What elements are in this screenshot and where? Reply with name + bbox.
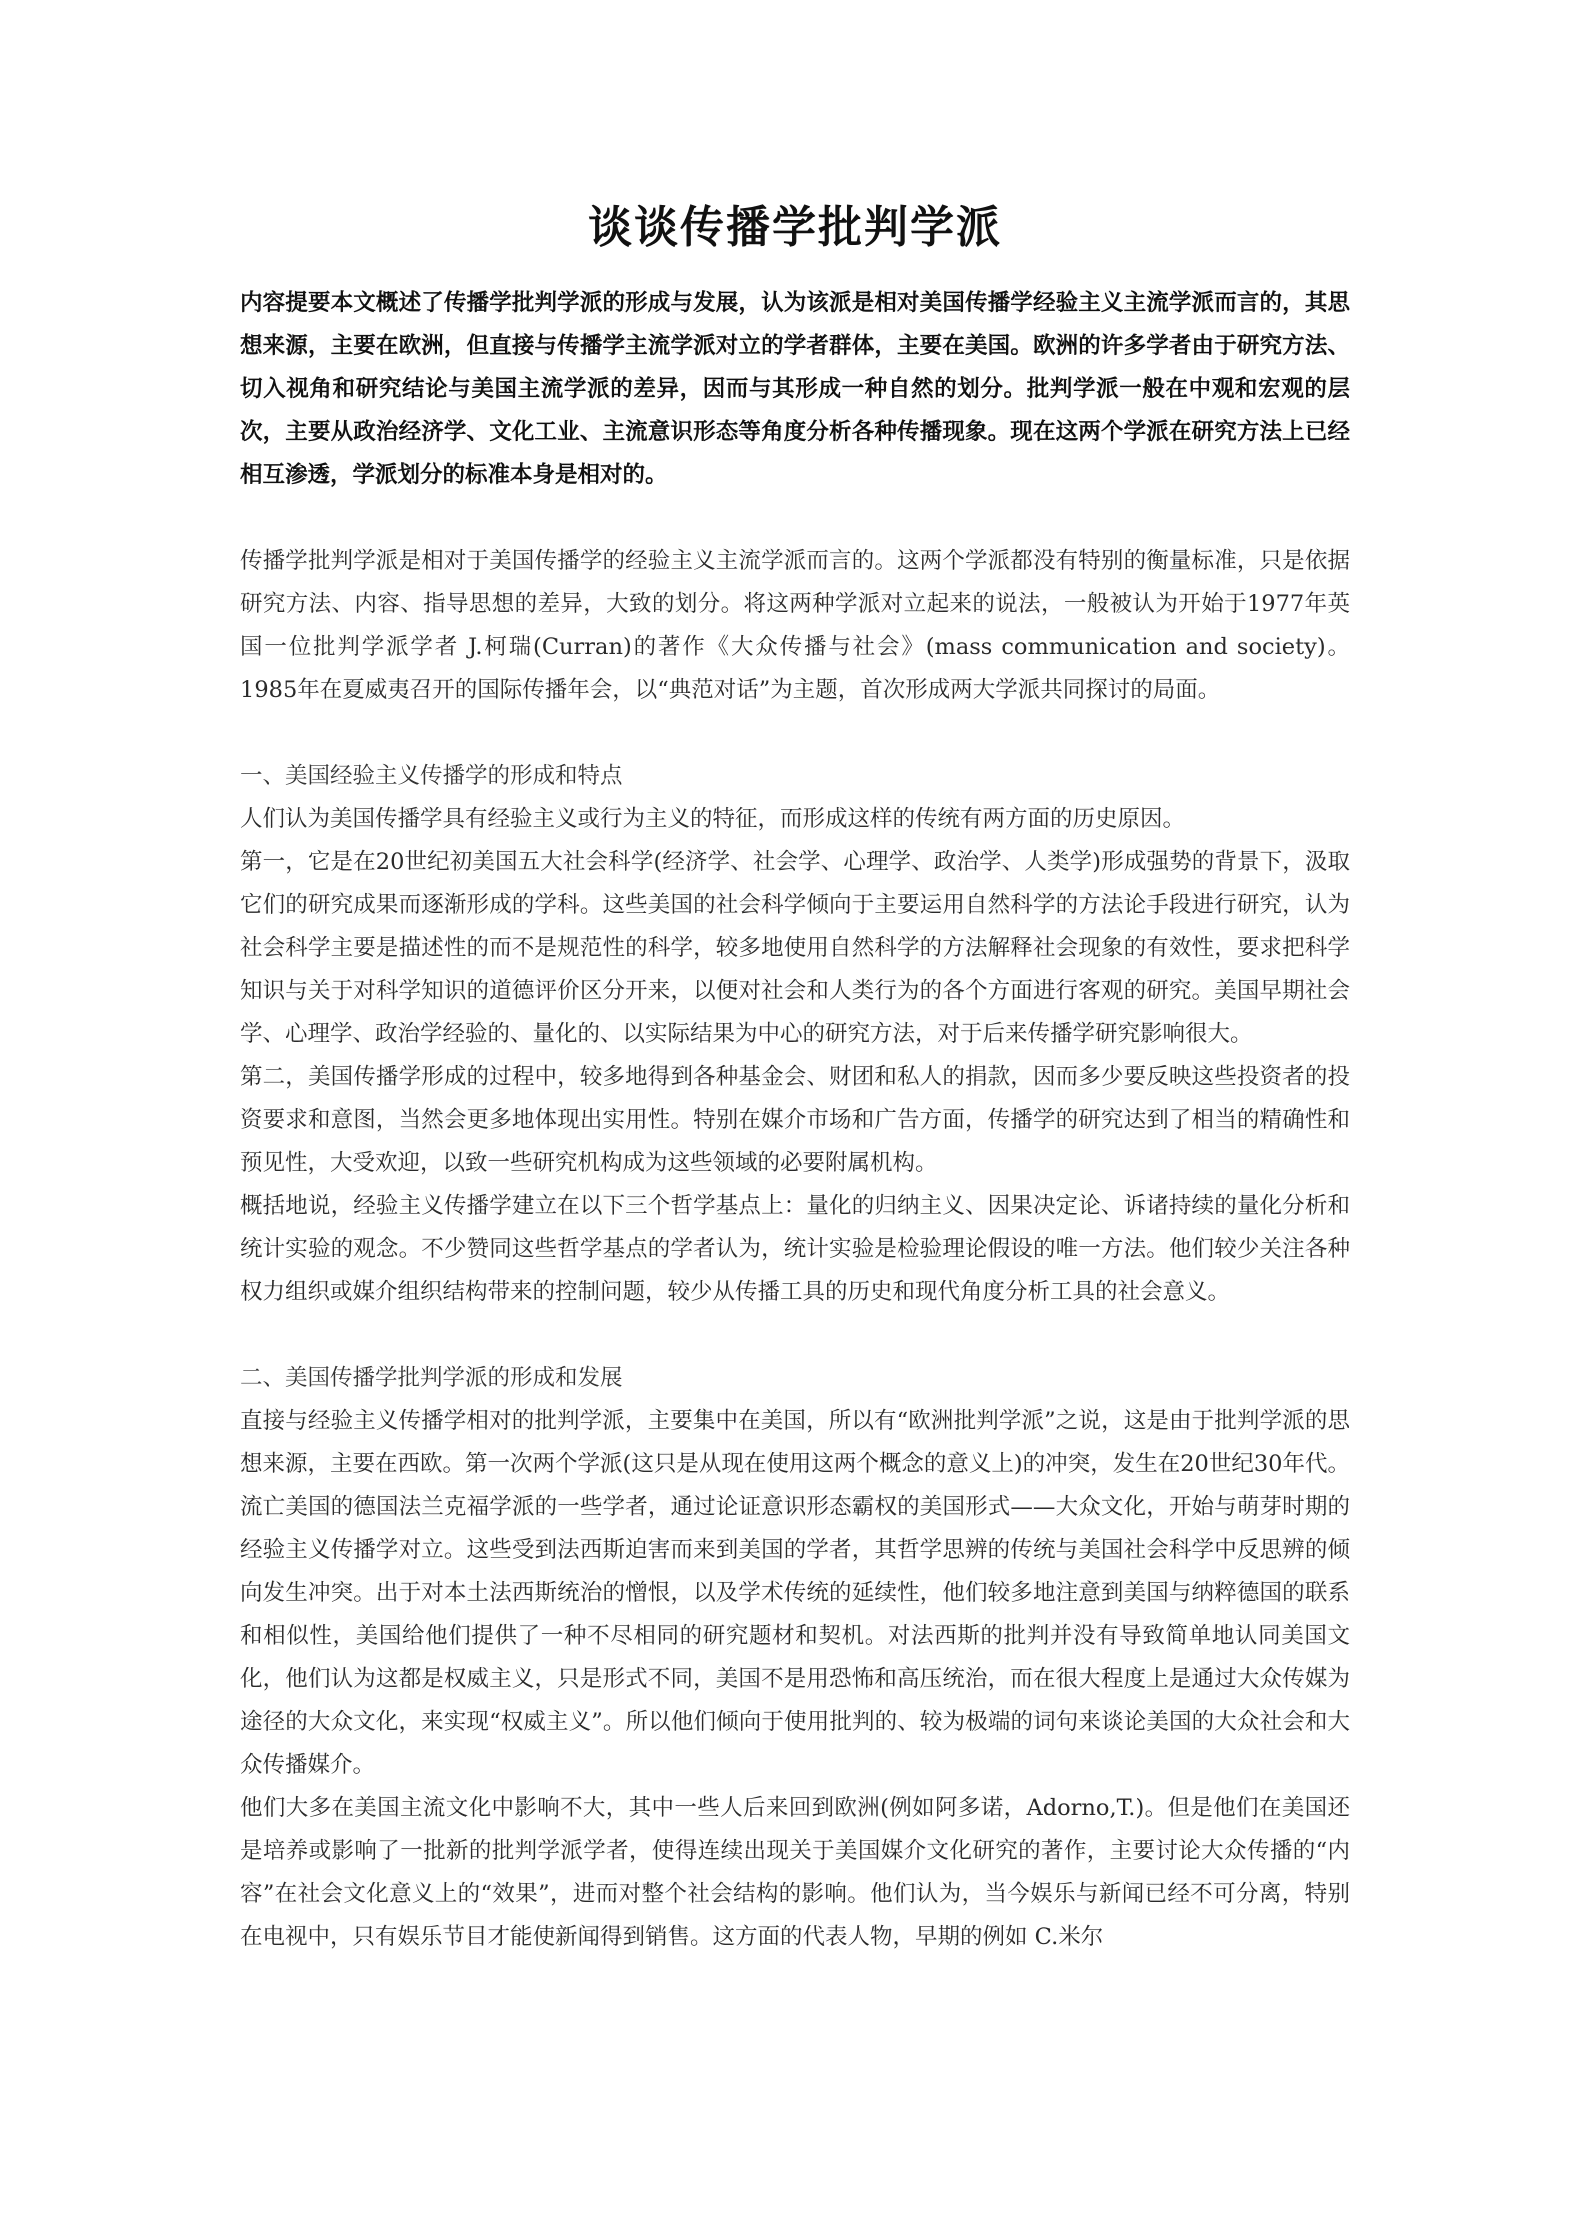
abstract-paragraph: 内容提要本文概述了传播学批判学派的形成与发展，认为该派是相对美国传播学经验主义主流学派而言的，其思想来源，主要在欧洲，但直接与传播学主流学派对立的学者群体，主要在美国。欧洲的许多学者由于研究方法、切入视角和研究结论与美国主流学派的差异，因而与其形成一种自然的划分。批判学派一般在中观和宏观的层次，主要从政治经济学、文化工业、主流意识形态等角度分析各种传播现象。现在这两个学派在研究方法上已经相互渗透，学派划分的标准本身是相对的。 [240,290,1350,488]
section1-paragraph: 概括地说，经验主义传播学建立在以下三个哲学基点上：量化的归纳主义、因果决定论、诉诸持续的量化分析和统计实验的观念。不少赞同这些哲学基点的学者认为，统计实验是检验理论假设的唯一方法。他们较少关注各种权力组织或媒介组织结构带来的控制问题，较少从传播工具的历史和现代角度分析工具的社会意义。 [240,1193,1350,1305]
paragraph-gap [240,497,1350,540]
intro-paragraph: 传播学批判学派是相对于美国传播学的经验主义主流学派而言的。这两个学派都没有特别的衡量标准，只是依据研究方法、内容、指导思想的差异，大致的划分。将这两种学派对立起来的说法，一般被认为开始于1977年英国一位批判学派学者 J.柯瑞(Curran)的著作《大众传播与社会》(mass communication and society)。1985年在夏威夷召开的国际传播年会，以“典范对话”为主题，首次形成两大学派共同探讨的局面。 [240,548,1350,703]
document-body [240,200,1350,1959]
section2-heading: 二、美国传播学批判学派的形成和发展 [240,1365,623,1391]
section1-paragraph: 人们认为美国传播学具有经验主义或行为主义的特征，而形成这样的传统有两方面的历史原因。 [240,806,1186,832]
section1-paragraph: 第一，它是在20世纪初美国五大社会科学(经济学、社会学、心理学、政治学、人类学)形成强势的背景下，汲取它们的研究成果而逐渐形成的学科。这些美国的社会科学倾向于主要运用自然科学的方法论手段进行研究，认为社会科学主要是描述性的而不是规范性的科学，较多地使用自然科学的方法解释社会现象的有效性，要求把科学知识与关于对科学知识的道德评价区分开来，以便对社会和人类行为的各个方面进行客观的研究。美国早期社会学、心理学、政治学经验的、量化的、以实际结果为中心的研究方法，对于后来传播学研究影响很大。 [240,849,1350,1047]
section1-paragraph: 第二，美国传播学形成的过程中，较多地得到各种基金会、财团和私人的捐款，因而多少要反映这些投资者的投资要求和意图，当然会更多地体现出实用性。特别在媒介市场和广告方面，传播学的研究达到了相当的精确性和预见性，大受欢迎，以致一些研究机构成为这些领域的必要附属机构。 [240,1064,1350,1176]
paragraph-gap [240,1314,1350,1357]
section2-paragraph: 直接与经验主义传播学相对的批判学派，主要集中在美国，所以有“欧洲批判学派”之说，这是由于批判学派的思想来源，主要在西欧。第一次两个学派(这只是从现在使用这两个概念的意义上)的冲突，发生在20世纪30年代。流亡美国的德国法兰克福学派的一些学者，通过论证意识形态霸权的美国形式——大众文化，开始与萌芽时期的经验主义传播学对立。这些受到法西斯迫害而来到美国的学者，其哲学思辨的传统与美国社会科学中反思辨的倾向发生冲突。出于对本土法西斯统治的憎恨，以及学术传统的延续性，他们较多地注意到美国与纳粹德国的联系和相似性，美国给他们提供了一种不尽相同的研究题材和契机。对法西斯的批判并没有导致简单地认同美国文化，他们认为这都是权威主义，只是形式不同，美国不是用恐怖和高压统治，而在很大程度上是通过大众传媒为途径的大众文化，来实现“权威主义”。所以他们倾向于使用批判的、较为极端的词句来谈论美国的大众社会和大众传播媒介。 [240,1408,1350,1778]
section1-heading: 一、美国经验主义传播学的形成和特点 [240,763,623,789]
document-title: 谈谈传播学批判学派 [588,202,1002,253]
paragraph-gap [240,712,1350,755]
section2-paragraph: 他们大多在美国主流文化中影响不大，其中一些人后来回到欧洲(例如阿多诺，Adorno,T.)。但是他们在美国还是培养或影响了一批新的批判学派学者，使得连续出现关于美国媒介文化研究的著作，主要讨论大众传播的“内容”在社会文化意义上的“效果”，进而对整个社会结构的影响。他们认为，当今娱乐与新闻已经不可分离，特别在电视中，只有娱乐节目才能使新闻得到销售。这方面的代表人物，早期的例如 C.米尔 [240,1795,1350,1950]
